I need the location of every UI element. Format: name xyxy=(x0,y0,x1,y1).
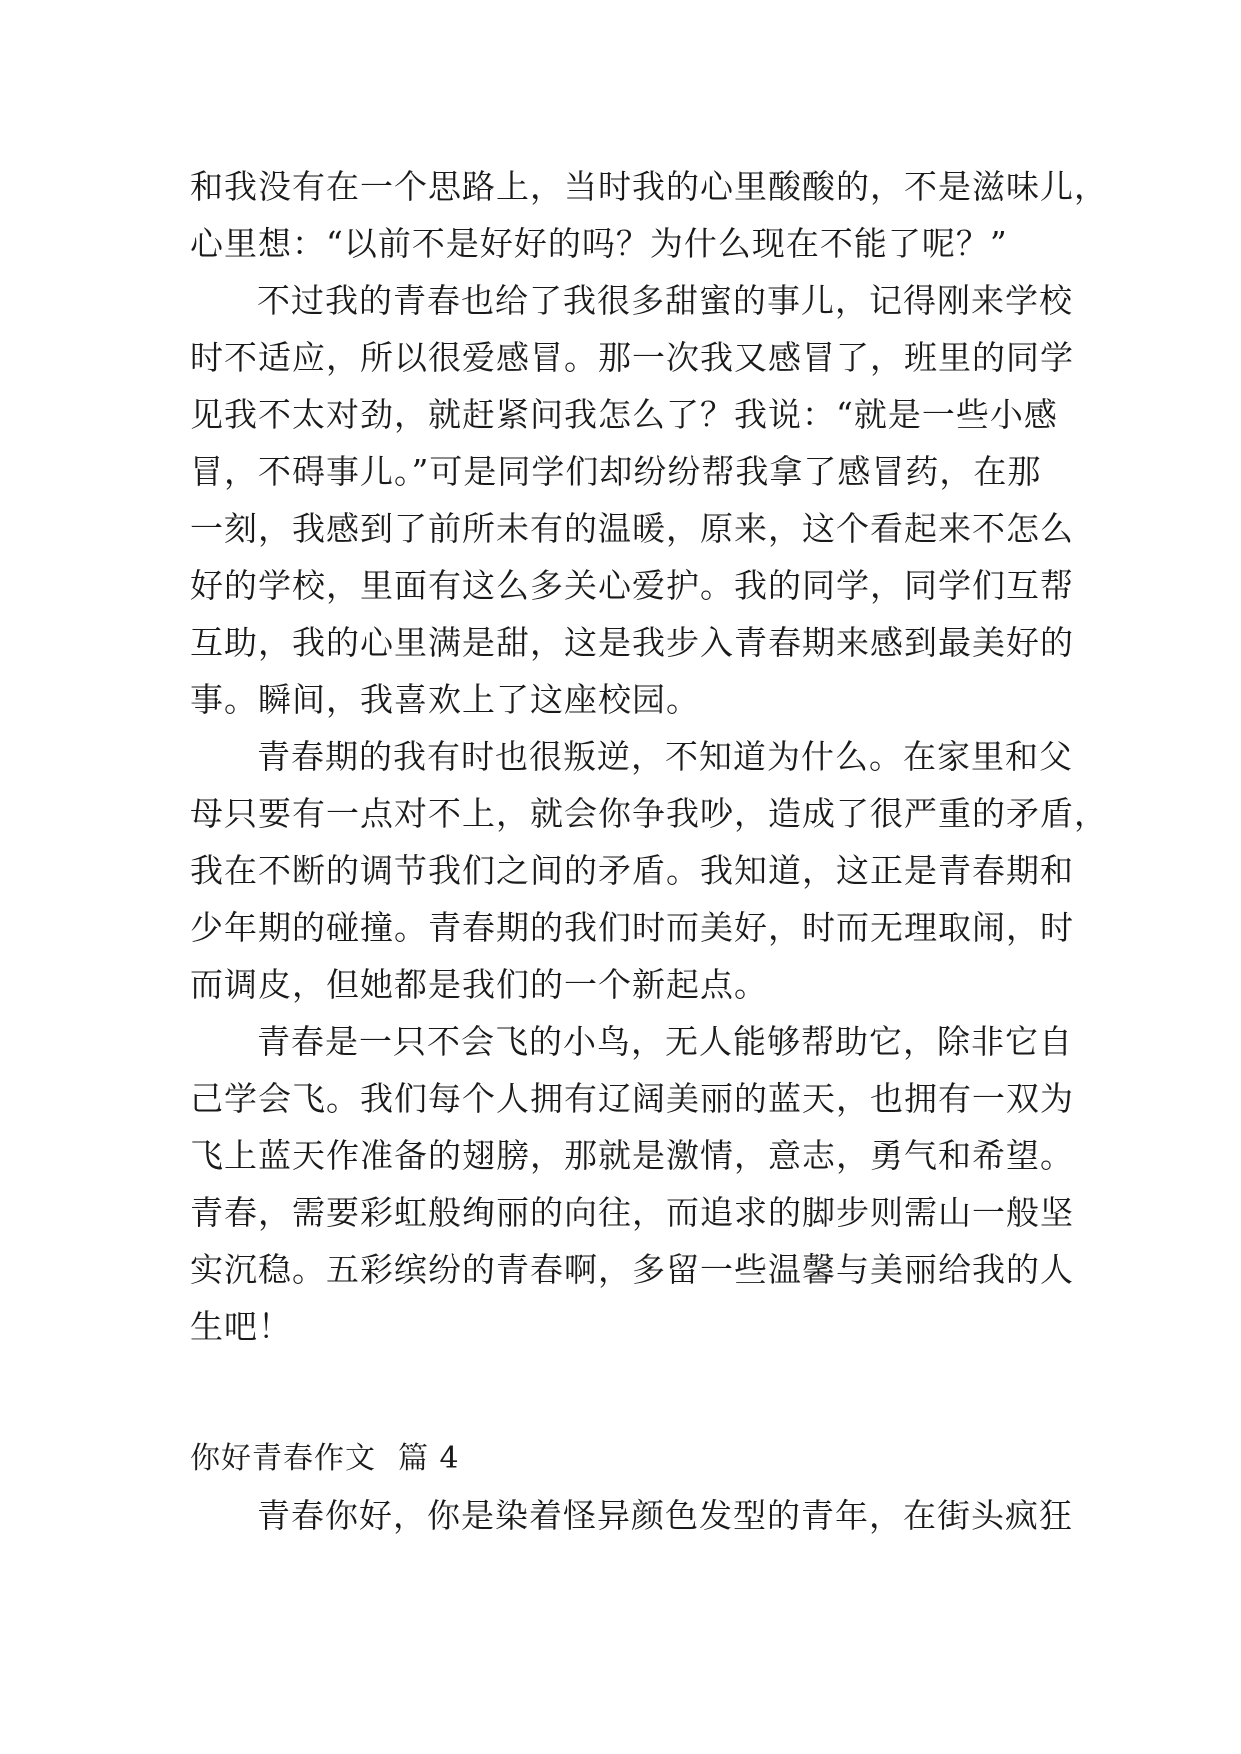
paragraph-first-line: 不过我的青春也给了我很多甜蜜的事儿，记得刚来学校 xyxy=(257,281,1073,320)
text-line: 己学会飞。我们每个人拥有辽阔美丽的蓝天，也拥有一双为 xyxy=(190,1079,1074,1118)
text-line: 冒，不碍事儿。”可是同学们却纷纷帮我拿了感冒药，在那 xyxy=(190,452,1042,491)
paragraph-first-line: 青春期的我有时也很叛逆，不知道为什么。在家里和父 xyxy=(257,737,1073,776)
section-number: 篇 4 xyxy=(398,1441,460,1476)
body-text-continued xyxy=(190,1487,1073,1544)
text-line: 青春，需要彩虹般绚丽的向往，而追求的脚步则需山一般坚 xyxy=(190,1193,1074,1232)
text-line: 飞上蓝天作准备的翅膀，那就是激情，意志，勇气和希望。 xyxy=(190,1136,1074,1175)
text-line: 好的学校，里面有这么多关心爱护。我的同学，同学们互帮 xyxy=(190,566,1074,605)
section-title: 你好青春作文 xyxy=(190,1441,376,1476)
text-line: 事。瞬间，我喜欢上了这座校园。 xyxy=(190,680,700,719)
text-line: 而调皮，但她都是我们的一个新起点。 xyxy=(190,965,768,1004)
text-line: 我在不断的调节我们之间的矛盾。我知道，这正是青春期和 xyxy=(190,851,1074,890)
text-line: 母只要有一点对不上，就会你争我吵，造成了很严重的矛盾， xyxy=(190,794,1108,833)
text-line: 生吧！ xyxy=(190,1307,292,1346)
text-line: 心里想：“以前不是好好的吗？为什么现在不能了呢？” xyxy=(190,224,1008,263)
text-line: 一刻，我感到了前所未有的温暖，原来，这个看起来不怎么 xyxy=(190,509,1074,548)
paragraph-first-line: 青春是一只不会飞的小鸟，无人能够帮助它，除非它自 xyxy=(257,1022,1073,1061)
text-line: 少年期的碰撞。青春期的我们时而美好，时而无理取闹，时 xyxy=(190,908,1074,947)
text-line: 和我没有在一个思路上，当时我的心里酸酸的，不是滋味儿， xyxy=(190,167,1108,206)
text-line: 实沉稳。五彩缤纷的青春啊，多留一些温馨与美丽给我的人 xyxy=(190,1250,1074,1289)
paragraph-first-line: 青春你好，你是染着怪异颜色发型的青年，在街头疯狂 xyxy=(257,1496,1073,1535)
body-text xyxy=(190,158,1108,1355)
text-line: 时不适应，所以很爱感冒。那一次我又感冒了，班里的同学 xyxy=(190,338,1074,377)
text-line: 见我不太对劲，就赶紧问我怎么了？我说：“就是一些小感 xyxy=(190,395,1058,434)
section-heading xyxy=(190,1430,460,1487)
text-line: 互助，我的心里满是甜，这是我步入青春期来感到最美好的 xyxy=(190,623,1074,662)
